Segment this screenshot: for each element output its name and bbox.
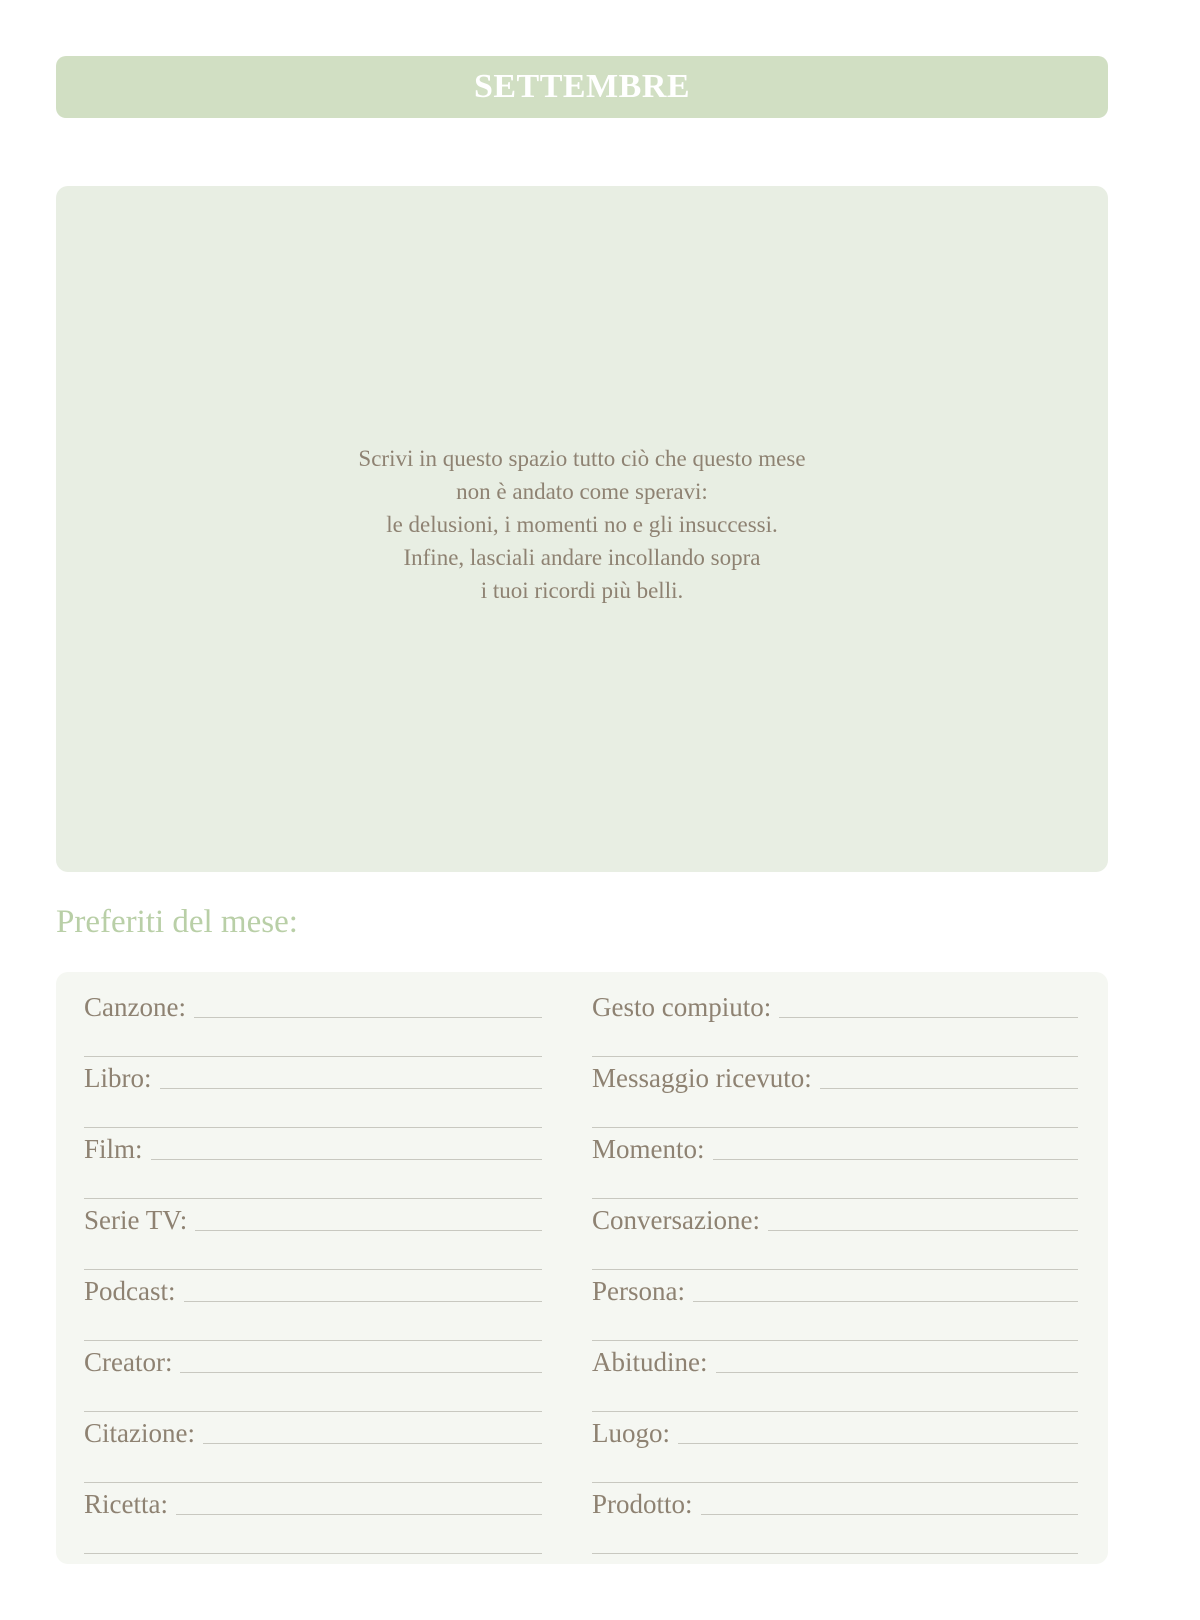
favorite-write-line[interactable] xyxy=(176,1514,542,1515)
favorite-field xyxy=(84,1197,542,1235)
favorite-row xyxy=(592,1126,1078,1197)
favorites-heading: Preferiti del mese: xyxy=(56,904,298,940)
favorite-write-line[interactable] xyxy=(203,1443,542,1444)
favorite-row xyxy=(84,1410,542,1481)
favorite-row xyxy=(84,1197,542,1268)
favorite-field xyxy=(592,1410,1078,1448)
month-title: SETTEMBRE xyxy=(473,68,691,105)
favorites-left-column xyxy=(84,972,542,1552)
favorite-field xyxy=(84,1268,542,1306)
favorite-field xyxy=(592,1339,1078,1377)
favorite-label: Conversazione: xyxy=(592,1205,760,1235)
notes-line: Infine, lasciali andare incollando sopra xyxy=(403,544,761,570)
favorite-row xyxy=(592,1481,1078,1552)
favorite-field xyxy=(592,1055,1078,1093)
favorite-field xyxy=(84,984,542,1022)
favorite-label: Libro: xyxy=(84,1063,152,1093)
favorite-write-line[interactable] xyxy=(195,1230,542,1231)
favorite-write-line[interactable] xyxy=(820,1088,1078,1089)
notes-instructions xyxy=(358,442,805,607)
favorite-write-line[interactable] xyxy=(184,1301,543,1302)
favorite-label: Canzone: xyxy=(84,992,186,1022)
favorite-field xyxy=(84,1410,542,1448)
favorite-write-line[interactable] xyxy=(160,1088,543,1089)
favorite-extra-line[interactable] xyxy=(592,1553,1078,1554)
favorite-label: Persona: xyxy=(592,1276,685,1306)
favorite-label: Citazione: xyxy=(84,1418,195,1448)
favorite-field xyxy=(592,1268,1078,1306)
favorite-label: Film: xyxy=(84,1134,143,1164)
favorite-row xyxy=(84,984,542,1055)
favorite-label: Momento: xyxy=(592,1134,705,1164)
favorite-field xyxy=(84,1481,542,1519)
favorite-row xyxy=(592,984,1078,1055)
favorite-row xyxy=(592,1410,1078,1481)
favorite-write-line[interactable] xyxy=(151,1159,542,1160)
favorite-row xyxy=(84,1268,542,1339)
favorite-write-line[interactable] xyxy=(716,1372,1079,1373)
favorite-write-line[interactable] xyxy=(693,1301,1078,1302)
notes-line: le delusioni, i momenti no e gli insuccessi. xyxy=(386,511,778,537)
favorite-label: Serie TV: xyxy=(84,1205,188,1235)
favorite-label: Podcast: xyxy=(84,1276,176,1306)
favorite-write-line[interactable] xyxy=(768,1230,1078,1231)
favorite-write-line[interactable] xyxy=(779,1017,1078,1018)
favorite-write-line[interactable] xyxy=(701,1514,1078,1515)
favorite-field xyxy=(592,984,1078,1022)
favorite-row xyxy=(84,1055,542,1126)
favorite-field xyxy=(592,1197,1078,1235)
favorite-row xyxy=(592,1055,1078,1126)
favorite-label: Abitudine: xyxy=(592,1347,708,1377)
favorite-label: Creator: xyxy=(84,1347,173,1377)
favorite-field xyxy=(84,1055,542,1093)
favorites-right-column xyxy=(592,972,1078,1552)
favorite-row xyxy=(592,1268,1078,1339)
favorite-label: Ricetta: xyxy=(84,1489,168,1519)
favorite-label: Gesto compiuto: xyxy=(592,992,772,1022)
notes-area[interactable] xyxy=(56,186,1108,872)
favorite-row xyxy=(592,1339,1078,1410)
favorite-row xyxy=(84,1481,542,1552)
favorites-panel xyxy=(56,972,1108,1564)
favorite-label: Messaggio ricevuto: xyxy=(592,1063,812,1093)
favorite-field xyxy=(84,1339,542,1377)
favorite-extra-line[interactable] xyxy=(84,1553,542,1554)
favorite-field xyxy=(592,1481,1078,1519)
favorite-write-line[interactable] xyxy=(180,1372,542,1373)
notes-line: non è andato come speravi: xyxy=(456,478,708,504)
favorite-write-line[interactable] xyxy=(194,1017,542,1018)
favorite-field xyxy=(84,1126,542,1164)
favorite-row xyxy=(592,1197,1078,1268)
favorite-row xyxy=(84,1126,542,1197)
favorite-write-line[interactable] xyxy=(678,1443,1078,1444)
notes-line: i tuoi ricordi più belli. xyxy=(480,577,684,603)
favorite-label: Prodotto: xyxy=(592,1489,693,1519)
month-banner xyxy=(56,56,1108,118)
favorite-field xyxy=(592,1126,1078,1164)
favorite-write-line[interactable] xyxy=(713,1159,1079,1160)
notes-line: Scrivi in questo spazio tutto ciò che questo mese xyxy=(358,445,806,471)
favorite-label: Luogo: xyxy=(592,1418,670,1448)
favorite-row xyxy=(84,1339,542,1410)
